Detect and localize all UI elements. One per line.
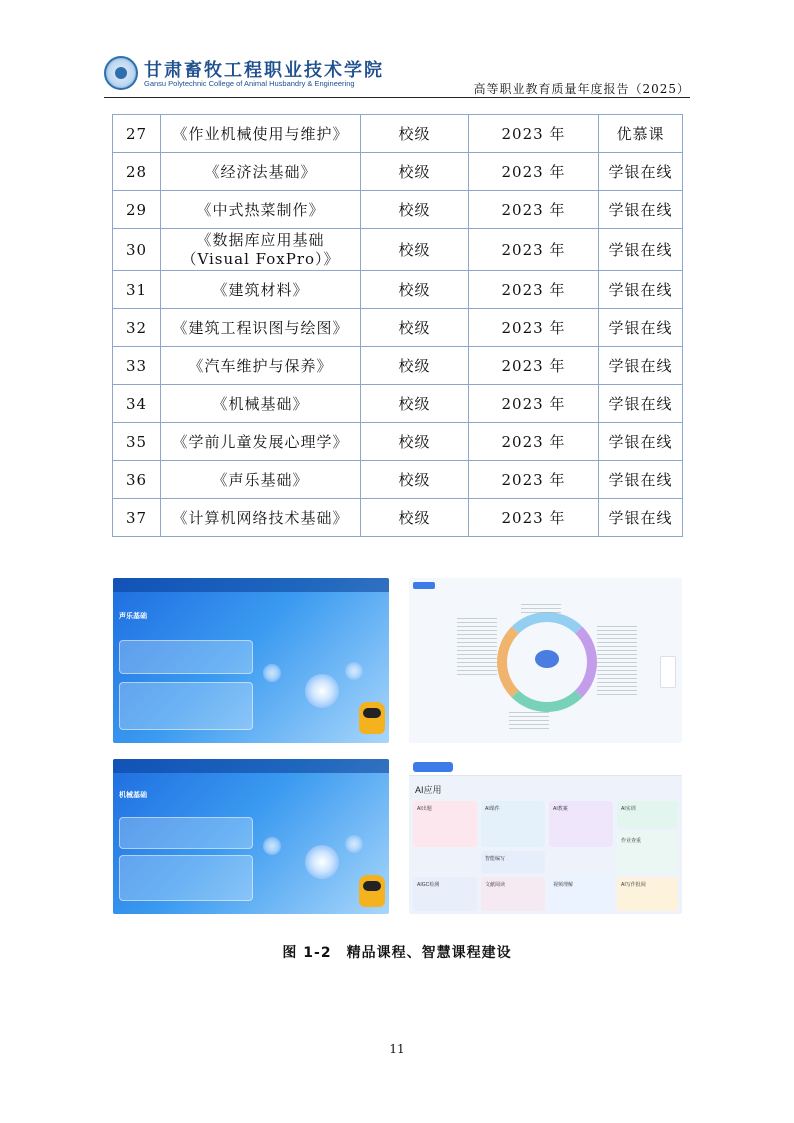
table-row [113, 423, 683, 461]
course-name: 《计算机网络技术基础》 [161, 499, 361, 537]
course-level: 校级 [361, 347, 469, 385]
course-year: 2023 年 [469, 153, 599, 191]
ai-card [413, 801, 477, 847]
ai-card-label: AI写作批阅 [621, 882, 646, 888]
row-number: 36 [113, 461, 161, 499]
school-name-en: Gansu Polytechnic College of Animal Husbandry & Engineering [144, 79, 355, 88]
course-platform-screenshot-vocal [113, 578, 389, 743]
stat-orb [345, 835, 363, 853]
course-name: 《机械基础》 [161, 385, 361, 423]
course-title-label: 机械基础 [119, 792, 147, 799]
course-year: 2023 年 [469, 347, 599, 385]
row-number: 28 [113, 153, 161, 191]
course-year: 2023 年 [469, 461, 599, 499]
ai-card-label: 作业查重 [621, 838, 642, 844]
figure-caption: 图 1-2 精品课程、智慧课程建设 [282, 945, 512, 961]
table-row [113, 153, 683, 191]
course-platform: 学银在线 [599, 461, 683, 499]
stat-orb [345, 662, 363, 680]
ai-card-label: 文献阅读 [485, 882, 506, 888]
course-year: 2023 年 [469, 423, 599, 461]
row-number: 29 [113, 191, 161, 229]
course-name-line2: （Visual FoxPro）》 [181, 249, 340, 268]
ai-card [481, 851, 545, 873]
ai-card-label: AI教案 [553, 806, 568, 812]
row-number: 34 [113, 385, 161, 423]
course-year: 2023 年 [469, 191, 599, 229]
course-level: 校级 [361, 115, 469, 153]
course-platform: 学银在线 [599, 191, 683, 229]
course-name: 《建筑材料》 [161, 271, 361, 309]
mind-map-branch-left [457, 618, 497, 678]
ai-card [617, 877, 678, 911]
course-level: 校级 [361, 153, 469, 191]
course-name: 《学前儿童发展心理学》 [161, 423, 361, 461]
table-row [113, 499, 683, 537]
ai-tabbar [409, 759, 682, 776]
ai-tab-active [413, 762, 453, 772]
ai-card [481, 801, 545, 847]
mind-map-tab [413, 582, 435, 589]
header-divider [104, 97, 690, 98]
mind-map-branch-right [597, 626, 637, 696]
course-platform: 学银在线 [599, 271, 683, 309]
platform-topbar [113, 759, 389, 773]
ai-card-label: AI实训 [621, 806, 636, 812]
ai-card [481, 877, 545, 911]
course-year: 2023 年 [469, 385, 599, 423]
course-intro-panel [119, 817, 253, 849]
report-title: 高等职业教育质量年度报告（2025） [473, 82, 690, 96]
table-row [113, 271, 683, 309]
course-name: 《中式热菜制作》 [161, 191, 361, 229]
mind-map-center-node [535, 650, 559, 668]
course-name: 《作业机械使用与维护》 [161, 115, 361, 153]
page-header [104, 52, 690, 98]
course-level: 校级 [361, 271, 469, 309]
course-platform: 学银在线 [599, 229, 683, 271]
course-platform-screenshot-mechanical [113, 759, 389, 914]
course-level: 校级 [361, 499, 469, 537]
course-year: 2023 年 [469, 499, 599, 537]
robot-mascot-icon [359, 875, 385, 907]
robot-mascot-icon [359, 702, 385, 734]
course-name-line1: 《数据库应用基础 [196, 230, 325, 249]
ai-card-label: 智能编写 [485, 856, 506, 862]
course-level: 校级 [361, 423, 469, 461]
mind-map-branch-bottom [509, 712, 549, 730]
college-logo-icon [104, 56, 138, 90]
mind-map-screenshot [409, 578, 682, 743]
ai-card-label: AI出题 [417, 806, 432, 812]
page-number: 11 [389, 1042, 405, 1056]
course-year: 2023 年 [469, 115, 599, 153]
course-title-label: 声乐基础 [119, 613, 147, 620]
course-level: 校级 [361, 191, 469, 229]
course-platform: 学银在线 [599, 309, 683, 347]
ai-application-screenshot [409, 759, 682, 914]
school-name-cn: 甘肃畜牧工程职业技术学院 [144, 60, 384, 81]
course-level: 校级 [361, 229, 469, 271]
stat-orb [263, 664, 281, 682]
course-table [112, 114, 683, 537]
row-number: 37 [113, 499, 161, 537]
table-row [113, 347, 683, 385]
course-platform: 学银在线 [599, 499, 683, 537]
table-row [113, 229, 683, 271]
row-number: 33 [113, 347, 161, 385]
course-name: 《建筑工程识图与绘图》 [161, 309, 361, 347]
course-level: 校级 [361, 461, 469, 499]
course-platform: 学银在线 [599, 385, 683, 423]
stat-orb [263, 837, 281, 855]
course-platform: 学银在线 [599, 347, 683, 385]
course-year: 2023 年 [469, 271, 599, 309]
ai-card [413, 877, 477, 911]
ai-card-label: AI课件 [485, 806, 500, 812]
course-platform: 学银在线 [599, 153, 683, 191]
ai-card [549, 877, 613, 911]
table-row [113, 309, 683, 347]
course-platform: 学银在线 [599, 423, 683, 461]
course-intro-panel [119, 640, 253, 674]
ai-card-label: AIGC检测 [417, 882, 440, 888]
ai-card [549, 801, 613, 847]
table-row [113, 115, 683, 153]
course-video-panel [119, 855, 253, 901]
ai-card [617, 833, 678, 873]
course-platform: 优慕课 [599, 115, 683, 153]
course-level: 校级 [361, 309, 469, 347]
course-year: 2023 年 [469, 229, 599, 271]
course-video-panel [119, 682, 253, 730]
row-number: 30 [113, 229, 161, 271]
table-row [113, 385, 683, 423]
table-row [113, 461, 683, 499]
mind-map-toolbar [660, 656, 676, 688]
row-number: 27 [113, 115, 161, 153]
platform-topbar [113, 578, 389, 592]
course-year: 2023 年 [469, 309, 599, 347]
mind-map-branch-top [521, 604, 561, 614]
course-name [161, 229, 361, 271]
row-number: 31 [113, 271, 161, 309]
course-name: 《经济法基础》 [161, 153, 361, 191]
center-star-orb [305, 845, 339, 879]
course-level: 校级 [361, 385, 469, 423]
ai-section-title: AI应用 [415, 785, 442, 795]
ai-card [617, 801, 678, 829]
row-number: 35 [113, 423, 161, 461]
course-name: 《声乐基础》 [161, 461, 361, 499]
center-star-orb [305, 674, 339, 708]
ai-card-label: 视频理解 [553, 882, 574, 888]
row-number: 32 [113, 309, 161, 347]
course-name: 《汽车维护与保养》 [161, 347, 361, 385]
table-row [113, 191, 683, 229]
